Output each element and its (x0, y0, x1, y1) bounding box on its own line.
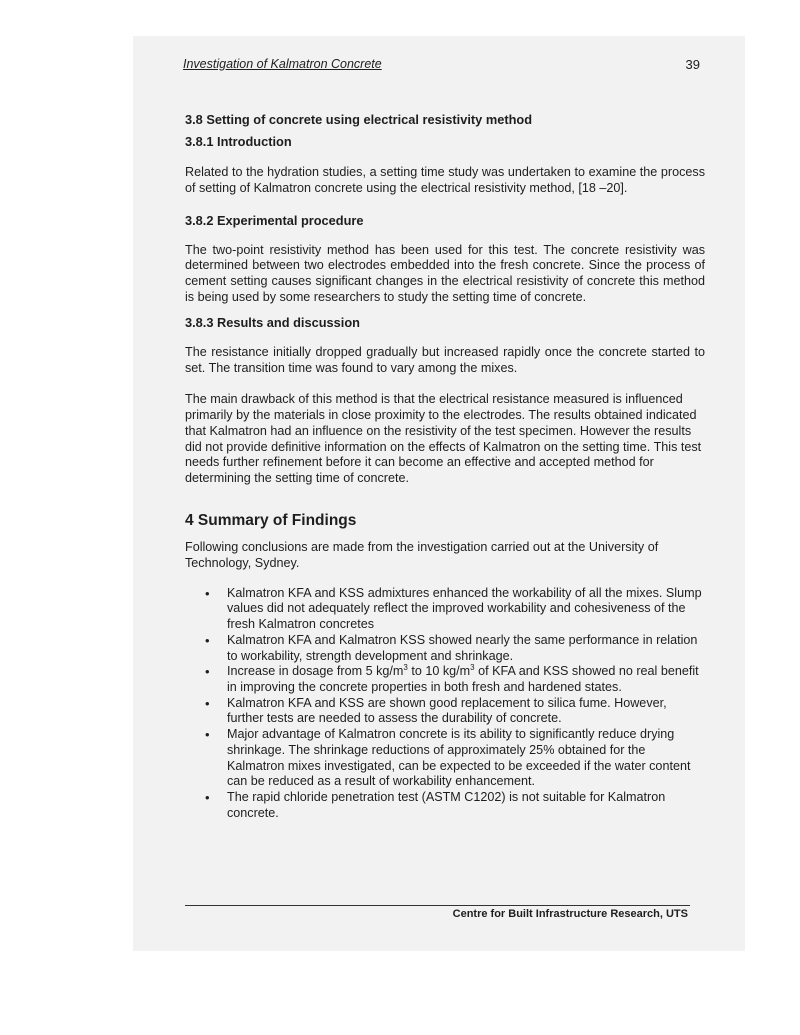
section-3-8-heading: 3.8 Setting of concrete using electrical resistivity method (185, 112, 533, 127)
results-paragraph-1: The resistance initially dropped gradually but increased rapidly once the concrete started to set. The transition time was found to vary among the mixes. (185, 345, 705, 375)
finding-item: • Major advantage of Kalmatron concrete is its ability to significantly reduce drying shrinkage. The shrinkage reductions of approximately 25% obtained for the Kalmatron mixes investigated, can be expected to be exceeded if the water content can be reduced as a result of workability enhancement. (227, 727, 705, 790)
summary-intro-paragraph: Following conclusions are made from the investigation carried out at the University of Technology, Sydney. (185, 540, 659, 571)
section-3-8-3-heading: 3.8.3 Results and discussion (185, 315, 360, 331)
superscript: 3 (403, 663, 408, 673)
finding-item: • Kalmatron KFA and KSS admixtures enhanced the workability of all the mixes. Slump values did not adequately reflect the improved workability and cohesiveness of the fresh Kalmatron concretes (227, 586, 705, 633)
page-header (183, 57, 700, 77)
introduction-paragraph: Related to the hydration studies, a setting time study was undertaken to examine the process of setting of Kalmatron concrete using the electrical resistivity method, [18 –20]. (185, 165, 705, 196)
superscript: 3 (470, 663, 475, 673)
results-paragraph-2: The main drawback of this method is that the electrical resistance measured is influenced primarily by the materials in close proximity to the electrodes. The results obtained indicated that Kalmatron had an influence on the resistivity of the test specimen. However the results did not provide definitive information on the effects of Kalmatron on the setting time. This test needs further refinement before it can become an effective and accepted method for determining the setting time of concrete. (185, 392, 702, 485)
finding-item: • The rapid chloride penetration test (ASTM C1202) is not suitable for Kalmatron concrete. (227, 790, 705, 821)
finding-item: • Kalmatron KFA and Kalmatron KSS showed nearly the same performance in relation to workability, strength development and shrinkage. (227, 633, 705, 664)
section-3-8-1-heading: 3.8.1 Introduction (185, 133, 292, 149)
finding-text: to 10 kg/m (407, 664, 471, 679)
page-number: 39 (685, 57, 700, 72)
finding-text: Increase in dosage from 5 kg/m (227, 664, 404, 679)
footer-rule (185, 905, 690, 906)
page-body (185, 112, 705, 821)
section-4-heading: 4 Summary of Findings (185, 511, 357, 529)
findings-list (185, 586, 705, 822)
page-footer: Centre for Built Infrastructure Research, UTS (452, 908, 688, 920)
finding-item (227, 664, 705, 695)
finding-text: of KFA and KSS showed no real benefit in improving the concrete properties in both fresh and hardened states. (227, 664, 699, 694)
running-title: Investigation of Kalmatron Concrete (183, 57, 382, 71)
experimental-procedure-paragraph: The two-point resistivity method has been used for this test. The concrete resistivity was determined between two electrodes embedded into the fresh concrete. Since the process of cement setting causes significant changes in the electrical resistivity of concrete this method is being used by some researchers to study the setting time of concrete. (185, 242, 705, 304)
section-3-8-2-heading: 3.8.2 Experimental procedure (185, 212, 364, 228)
finding-item: • Kalmatron KFA and KSS are shown good replacement to silica fume. However, further tests are needed to assess the durability of concrete. (227, 696, 705, 727)
